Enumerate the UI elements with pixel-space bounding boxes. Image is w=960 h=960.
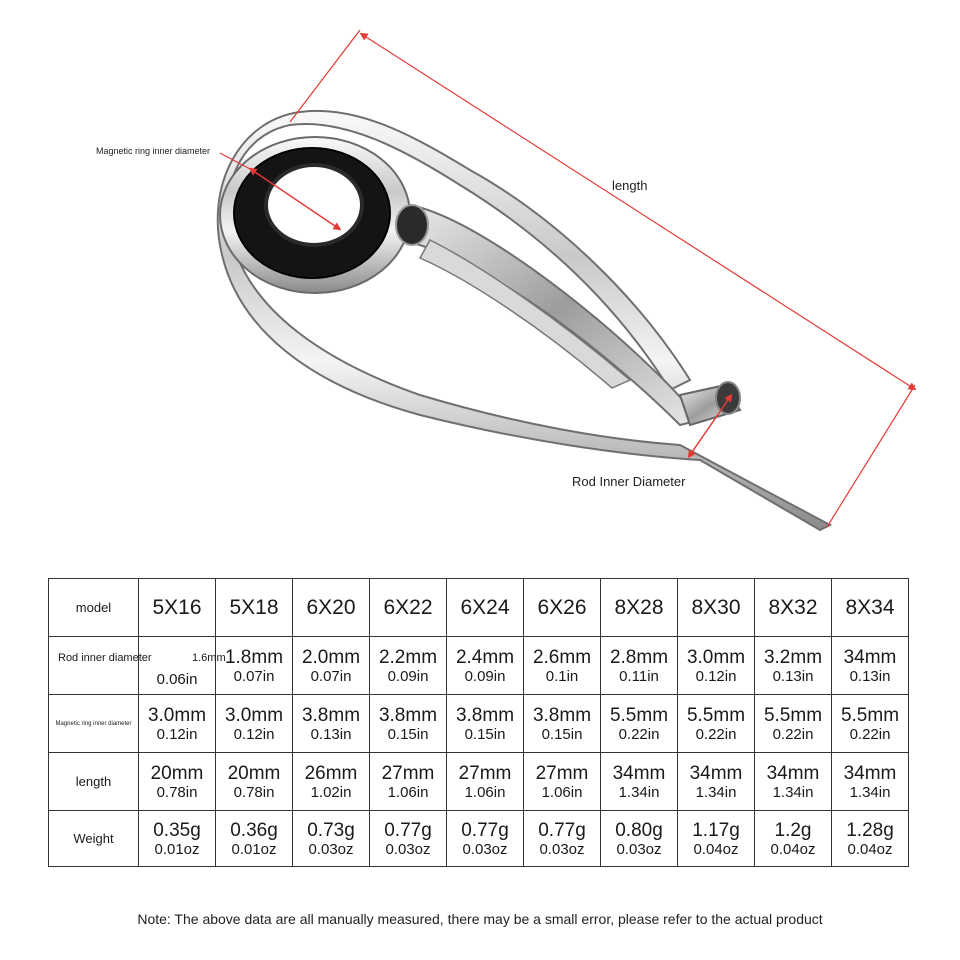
row-rod — [49, 637, 909, 695]
mag-in: 0.15in — [541, 725, 583, 743]
wt-cell — [832, 811, 909, 867]
len-mm: 27mm — [535, 762, 589, 784]
len-in: 1.34in — [772, 783, 814, 801]
wt-g: 0.36g — [230, 819, 278, 841]
rod-cell — [601, 637, 678, 695]
model-cell: 5X16 — [139, 579, 216, 637]
mag-mm: 3.8mm — [378, 704, 438, 726]
row-magnetic — [49, 695, 909, 753]
wt-oz: 0.03oz — [308, 840, 354, 858]
rod-in: 0.06in — [156, 671, 198, 688]
wt-oz: 0.03oz — [462, 840, 508, 858]
mag-mm: 3.8mm — [455, 704, 515, 726]
model-header: model — [49, 579, 139, 637]
len-cell — [370, 753, 447, 811]
rod-first-mm: 1.6mm — [192, 652, 226, 664]
mag-mm: 3.0mm — [224, 704, 284, 726]
len-mm: 27mm — [458, 762, 512, 784]
spec-table — [48, 578, 909, 867]
len-in: 0.78in — [156, 783, 198, 801]
mag-cell — [601, 695, 678, 753]
rod-cell — [832, 637, 909, 695]
rod-mm: 3.2mm — [763, 646, 823, 668]
rod-mm: 2.2mm — [378, 646, 438, 668]
wt-oz: 0.04oz — [770, 840, 816, 858]
len-in: 1.34in — [618, 783, 660, 801]
len-in: 1.06in — [387, 783, 429, 801]
rod-mm: 2.4mm — [455, 646, 515, 668]
mag-in: 0.22in — [772, 725, 814, 743]
wt-cell — [216, 811, 293, 867]
wt-oz: 0.04oz — [693, 840, 739, 858]
len-cell — [755, 753, 832, 811]
wt-oz: 0.03oz — [539, 840, 585, 858]
mag-mm: 5.5mm — [609, 704, 669, 726]
ring-inner-hole — [266, 165, 362, 245]
mag-cell — [370, 695, 447, 753]
model-cell: 8X30 — [678, 579, 755, 637]
wt-g: 1.28g — [846, 819, 894, 841]
mag-mm: 3.0mm — [147, 704, 207, 726]
wt-g: 0.73g — [307, 819, 355, 841]
rod-in: 0.07in — [310, 667, 352, 685]
len-mm: 34mm — [612, 762, 666, 784]
rod-in: 0.07in — [233, 667, 275, 685]
len-cell — [139, 753, 216, 811]
mag-cell — [447, 695, 524, 753]
wt-g: 0.77g — [538, 819, 586, 841]
len-in: 1.06in — [541, 783, 583, 801]
rod-in: 0.1in — [545, 667, 579, 685]
len-in: 1.06in — [464, 783, 506, 801]
len-mm: 26mm — [304, 762, 358, 784]
rod-in: 0.09in — [464, 667, 506, 685]
model-cell: 6X26 — [524, 579, 601, 637]
len-in: 0.78in — [233, 783, 275, 801]
row-weight — [49, 811, 909, 867]
wt-cell — [524, 811, 601, 867]
len-cell — [678, 753, 755, 811]
mag-in: 0.15in — [387, 725, 429, 743]
rod-cell — [755, 637, 832, 695]
len-mm: 34mm — [843, 762, 897, 784]
wt-g: 1.2g — [774, 819, 812, 841]
len-mm: 20mm — [150, 762, 204, 784]
rod-in: 0.13in — [849, 667, 891, 685]
wt-cell — [139, 811, 216, 867]
rod-cell — [447, 637, 524, 695]
wt-oz: 0.04oz — [847, 840, 893, 858]
wt-g: 0.80g — [615, 819, 663, 841]
model-cell: 6X22 — [370, 579, 447, 637]
rod-cell — [293, 637, 370, 695]
mag-cell — [755, 695, 832, 753]
rod-mm: 2.0mm — [301, 646, 361, 668]
rod-cell-first — [139, 637, 216, 695]
wt-oz: 0.03oz — [616, 840, 662, 858]
mag-cell — [832, 695, 909, 753]
len-mm: 34mm — [689, 762, 743, 784]
row-length — [49, 753, 909, 811]
len-mm: 34mm — [766, 762, 820, 784]
len-cell — [216, 753, 293, 811]
length-ext-top — [290, 30, 360, 122]
wt-g: 0.35g — [153, 819, 201, 841]
len-mm: 20mm — [227, 762, 281, 784]
wt-cell — [678, 811, 755, 867]
wt-g: 0.77g — [461, 819, 509, 841]
length-ext-bottom — [827, 385, 915, 527]
mag-mm: 3.8mm — [532, 704, 592, 726]
rod-in: 0.09in — [387, 667, 429, 685]
holder-hole — [396, 205, 428, 245]
len-cell — [832, 753, 909, 811]
rod-cell — [524, 637, 601, 695]
rod-header-label: Rod inner diameter — [58, 652, 152, 664]
rod-in: 0.13in — [772, 667, 814, 685]
magnetic-header: Magnetic ring inner diameter — [49, 695, 139, 753]
weight-header: Weight — [49, 811, 139, 867]
len-cell — [601, 753, 678, 811]
len-mm: 27mm — [381, 762, 435, 784]
mag-mm: 5.5mm — [763, 704, 823, 726]
mag-in: 0.22in — [618, 725, 660, 743]
mag-mm: 5.5mm — [840, 704, 900, 726]
mag-mm: 5.5mm — [686, 704, 746, 726]
model-cell: 6X20 — [293, 579, 370, 637]
length-header: length — [49, 753, 139, 811]
mag-in: 0.15in — [464, 725, 506, 743]
rod-cell — [216, 637, 293, 695]
wt-g: 1.17g — [692, 819, 740, 841]
model-cell: 8X28 — [601, 579, 678, 637]
rod-cell — [678, 637, 755, 695]
wt-oz: 0.01oz — [154, 840, 200, 858]
wt-oz: 0.03oz — [385, 840, 431, 858]
guide-bar — [420, 240, 630, 388]
mag-cell — [678, 695, 755, 753]
rod-in: 0.11in — [619, 667, 659, 685]
wt-cell — [370, 811, 447, 867]
len-in: 1.34in — [695, 783, 737, 801]
rod-mm: 3.0mm — [686, 646, 746, 668]
model-cell: 6X24 — [447, 579, 524, 637]
model-cell: 8X32 — [755, 579, 832, 637]
rod-mm: 2.8mm — [609, 646, 669, 668]
length-label: length — [612, 178, 648, 193]
model-cell: 8X34 — [832, 579, 909, 637]
rod-inner-diameter-label: Rod Inner Diameter — [572, 474, 686, 489]
mag-in: 0.22in — [849, 725, 891, 743]
mag-cell — [216, 695, 293, 753]
mag-in: 0.22in — [695, 725, 737, 743]
mag-in: 0.12in — [233, 725, 275, 743]
magnetic-ring-label: Magnetic ring inner diameter — [96, 146, 211, 156]
wt-cell — [601, 811, 678, 867]
rod-mm: 1.8mm — [224, 646, 284, 668]
len-in: 1.34in — [849, 783, 891, 801]
len-in: 1.02in — [310, 783, 352, 801]
rod-mm: 2.6mm — [532, 646, 592, 668]
row-model — [49, 579, 909, 637]
mag-cell — [293, 695, 370, 753]
wt-cell — [755, 811, 832, 867]
rod-in: 0.12in — [695, 667, 737, 685]
mag-in: 0.12in — [156, 725, 198, 743]
wt-cell — [293, 811, 370, 867]
mag-cell — [524, 695, 601, 753]
rod-mm: 34mm — [843, 646, 897, 668]
measurement-note: Note: The above data are all manually measured, there may be a small error, please refer to the actual product — [137, 911, 823, 927]
mag-in: 0.13in — [310, 725, 352, 743]
len-cell — [524, 753, 601, 811]
len-cell — [447, 753, 524, 811]
len-cell — [293, 753, 370, 811]
model-cell: 5X18 — [216, 579, 293, 637]
wt-cell — [447, 811, 524, 867]
rod-tube-opening — [716, 382, 740, 414]
wt-oz: 0.01oz — [231, 840, 277, 858]
mag-mm: 3.8mm — [301, 704, 361, 726]
wt-g: 0.77g — [384, 819, 432, 841]
mag-cell — [139, 695, 216, 753]
rod-cell — [370, 637, 447, 695]
